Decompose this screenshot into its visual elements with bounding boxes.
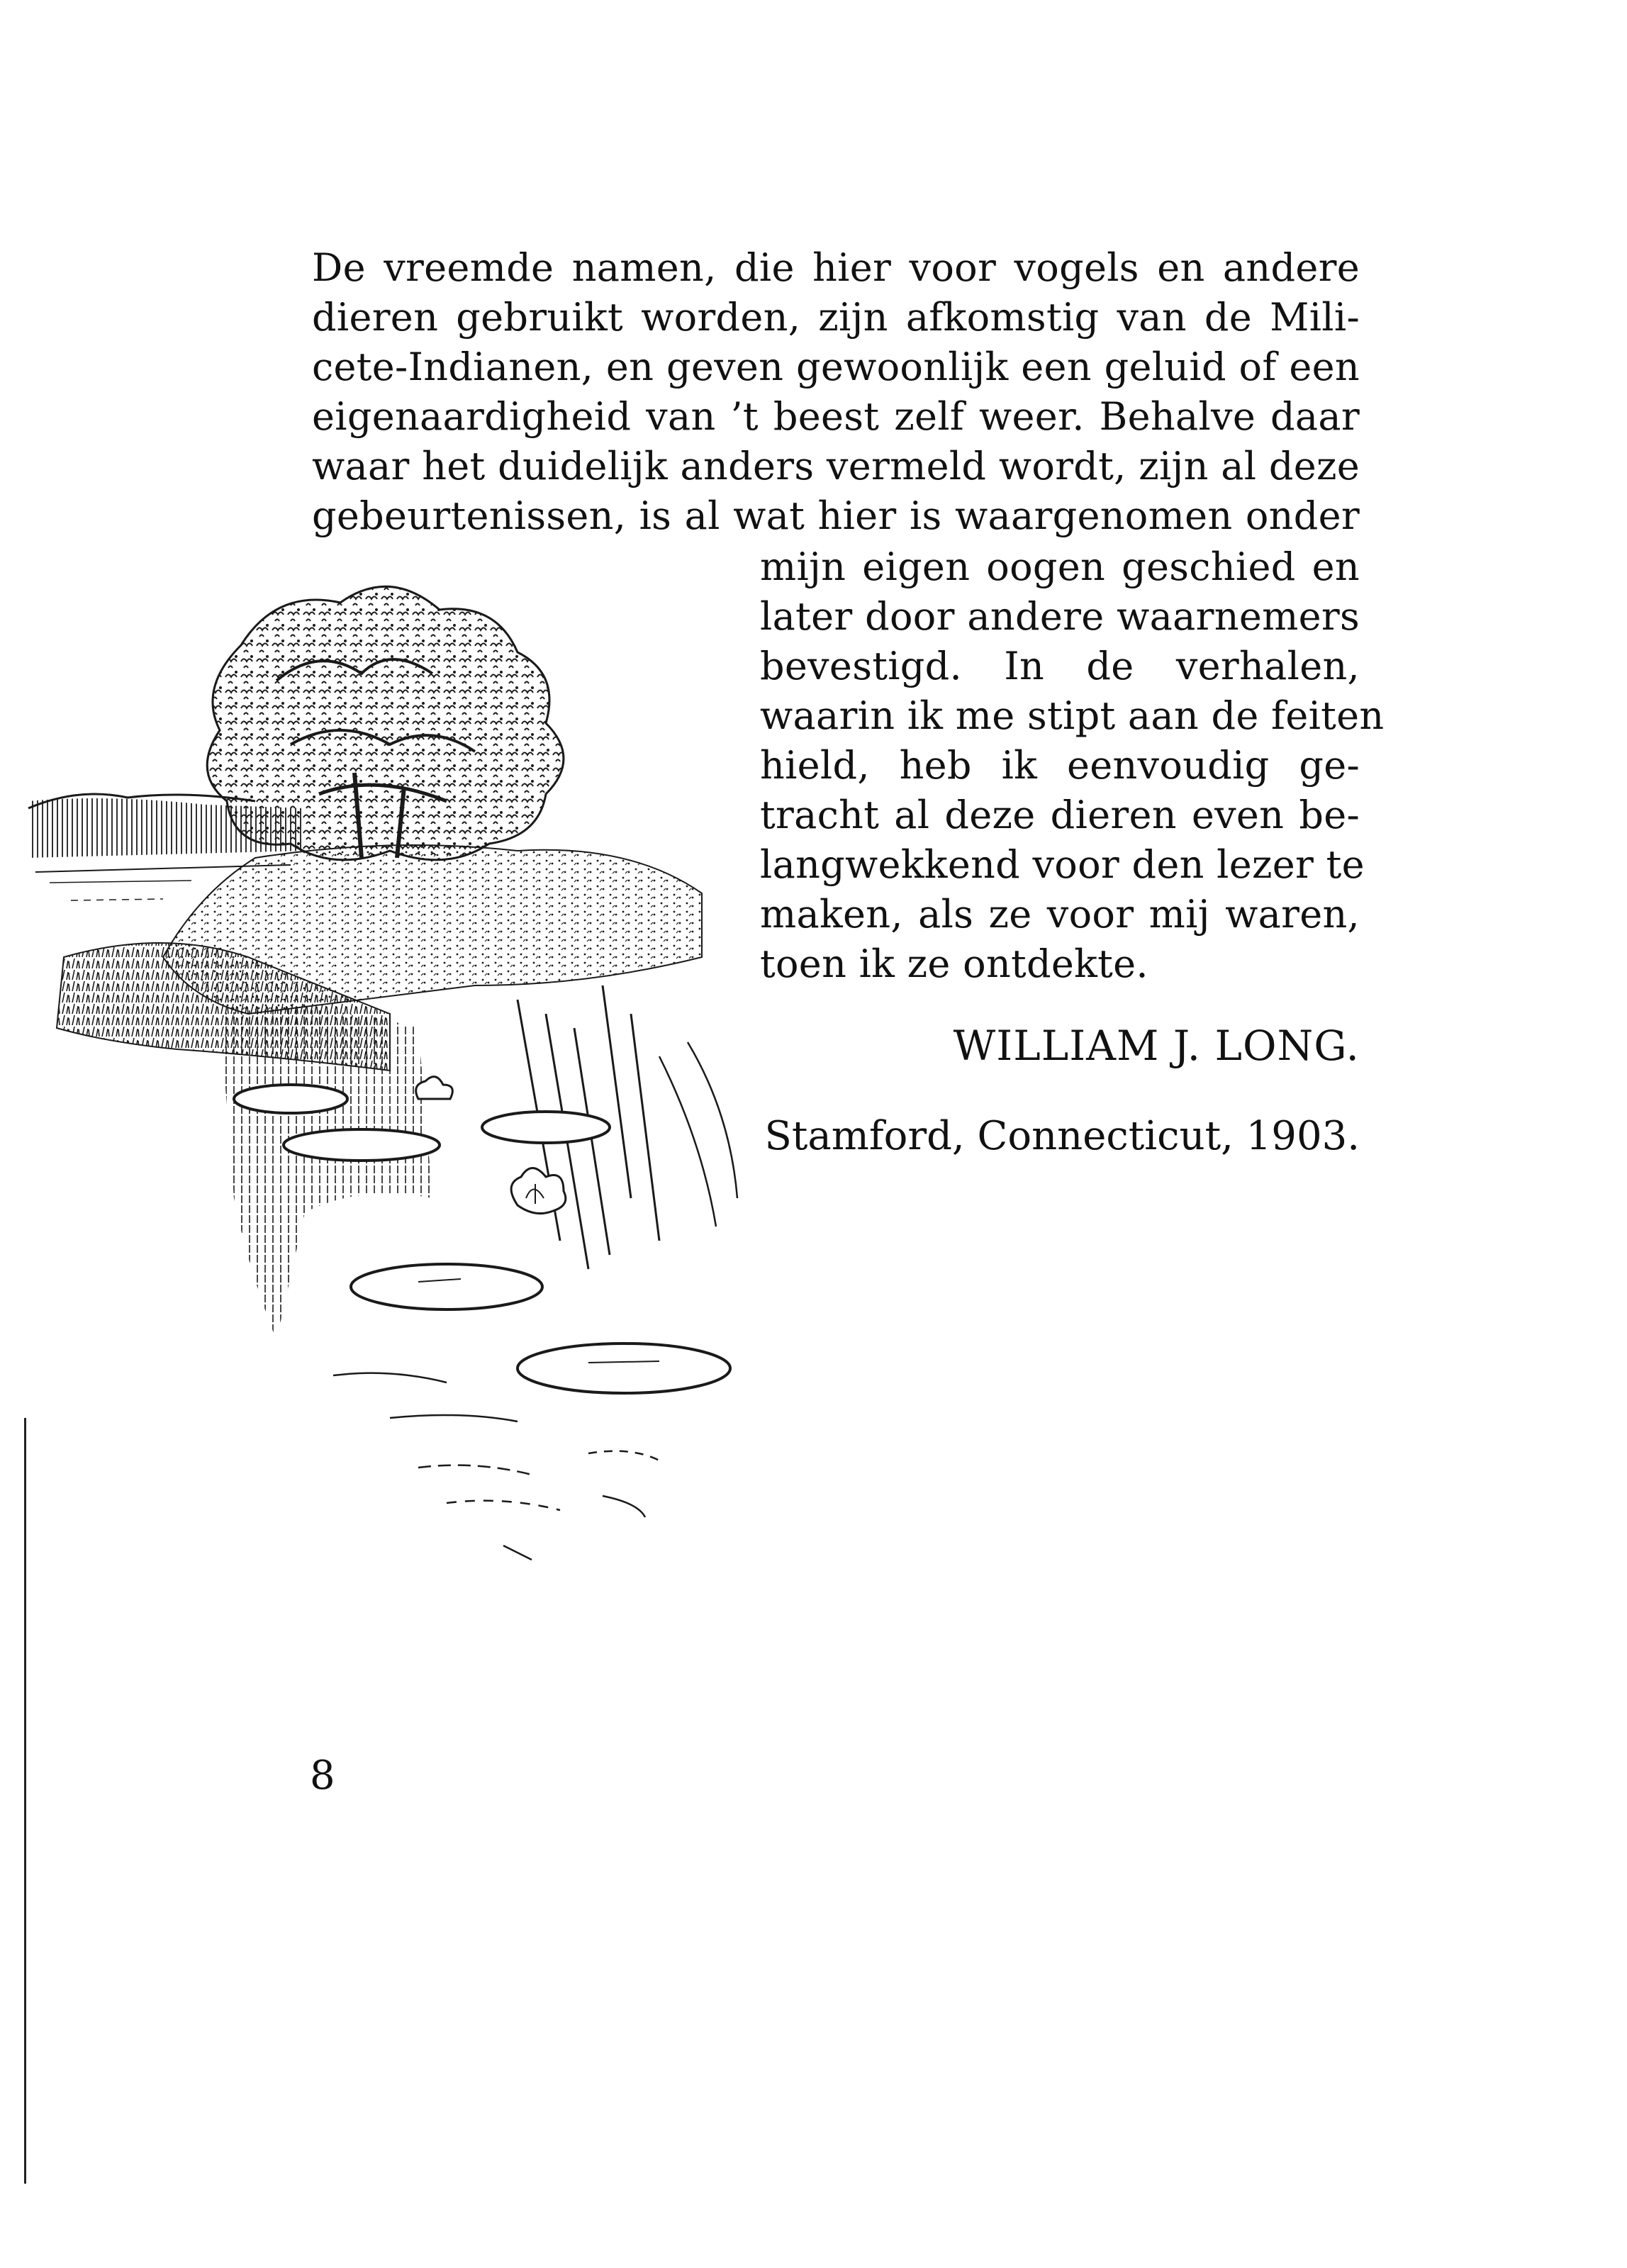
tree <box>207 586 564 860</box>
body-text-line-6: gebeurtenissen, is al wat hier is waargenomen onder <box>312 493 1360 538</box>
body-text-line-14: maken, als ze voor mij waren, <box>760 892 1360 937</box>
body-text-line-5: waar het duidelijk anders vermeld wordt, zijn al deze <box>312 444 1360 488</box>
body-text-line-7: mijn eigen oogen geschied en <box>760 544 1360 589</box>
author-signature: WILLIAM J. LONG. <box>953 1022 1360 1070</box>
body-text-line-10: waarin ik me stipt aan de feiten <box>760 693 1385 738</box>
place-and-date: Stamford, Connecticut, 1903. <box>764 1113 1360 1159</box>
body-text-line-13: langwekkend voor den lezer te <box>760 842 1365 887</box>
body-text-line-2: dieren gebruikt worden, zijn afkomstig van de Mili- <box>312 295 1360 340</box>
page-edge-line <box>24 1418 26 2184</box>
page-number: 8 <box>310 1753 335 1799</box>
body-text-line-8: later door andere waarnemers <box>760 594 1360 639</box>
water-ripples <box>333 1373 659 1560</box>
body-text-line-12: tracht al deze dieren even be- <box>760 793 1360 837</box>
body-text-line-3: cete-Indianen, en geven gewoonlijk een geluid of een <box>312 345 1360 389</box>
pond-with-water-lilies-illustration <box>21 560 759 1595</box>
body-text-line-15: toen ik ze ontdekte. <box>760 942 1148 986</box>
body-text-line-11: hield, heb ik eenvoudig ge- <box>760 743 1360 788</box>
body-text-line-4: eigenaardigheid van ’t beest zelf weer. Behalve daar <box>312 394 1360 439</box>
body-text-line-9: bevestigd. In de verhalen, <box>760 644 1360 688</box>
body-text-line-1: De vreemde namen, die hier voor vogels en andere <box>312 245 1360 290</box>
